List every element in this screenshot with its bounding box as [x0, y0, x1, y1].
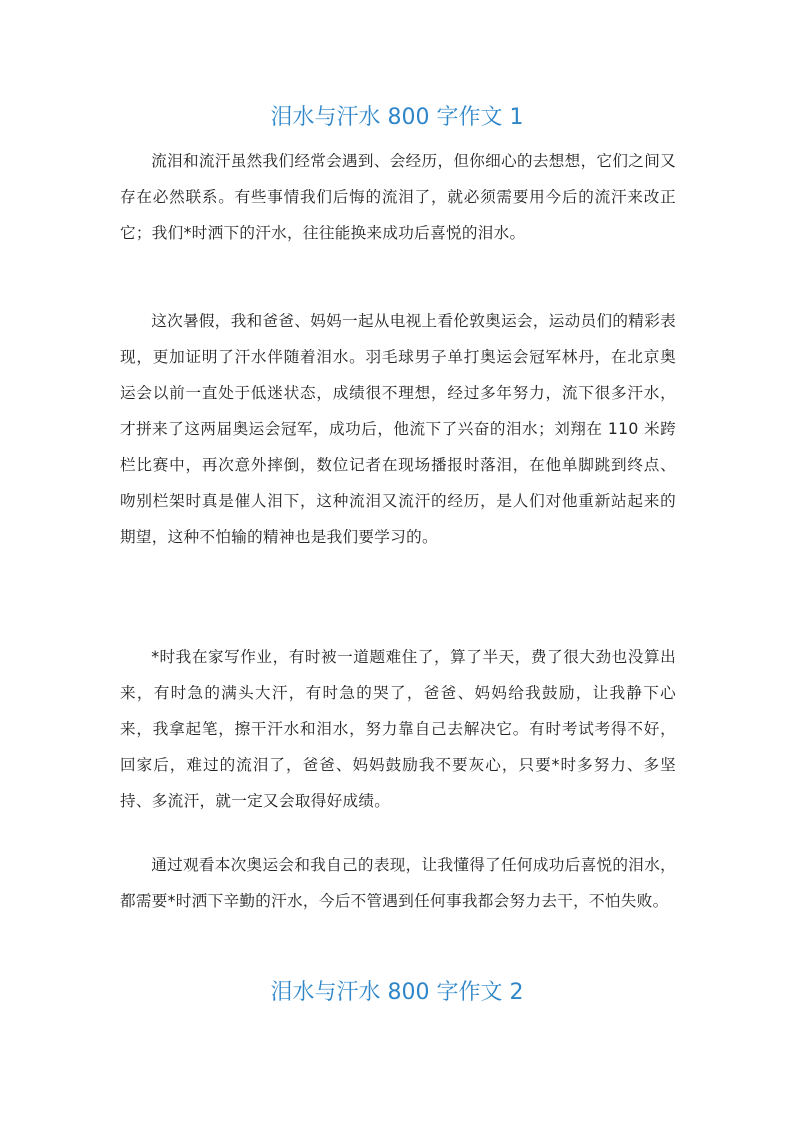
essay-title-1: 泪水与汗水 800 字作文 1 [270, 105, 524, 130]
paragraph-2: 这次暑假，我和爸爸、妈妈一起从电视上看伦敦奥运会，运动员们的精彩表现，更加证明了汗水伴随着泪水。羽毛球男子单打奥运会冠军林丹，在北京奥运会以前一直处于低迷状态，成绩很不理想，经过多年努力，流下很多汗水，才拼来了这两届奥运会冠军，成功后，他流下了兴奋的泪水；刘翔在 110 米跨栏比赛中，再次意外摔倒，数位记者在现场播报时落泪，在他单脚跳到终点、吻别栏架时真是催人泪下，这种流泪又流汗的经历，是人们对他重新站起来的期望，这种不怕输的精神也是我们要学习的。 [120, 312, 676, 546]
paragraph-4: 通过观看本次奥运会和我自己的表现，让我懂得了任何成功后喜悦的泪水，都需要*时洒下辛勤的汗水，今后不管遇到任何事我都会努力去干，不怕失败。 [120, 856, 676, 910]
paragraph-3: *时我在家写作业，有时被一道题难住了，算了半天，费了很大劲也没算出来，有时急的满头大汗，有时急的哭了，爸爸、妈妈给我鼓励，让我静下心来，我拿起笔，擦干汗水和泪水，努力靠自己去解决它。有时考试考得不好，回家后，难过的流泪了，爸爸、妈妈鼓励我不要灰心，只要*时多努力、多坚持、多流汗，就一定又会取得好成绩。 [120, 648, 676, 810]
paragraph-1: 流泪和流汗虽然我们经常会遇到、会经历，但你细心的去想想，它们之间又存在必然联系。有些事情我们后悔的流泪了，就必须需要用今后的流汗来改正它；我们*时洒下的汗水，往往能换来成功后喜悦的泪水。 [120, 152, 676, 242]
essay-title-2: 泪水与汗水 800 字作文 2 [270, 980, 524, 1005]
